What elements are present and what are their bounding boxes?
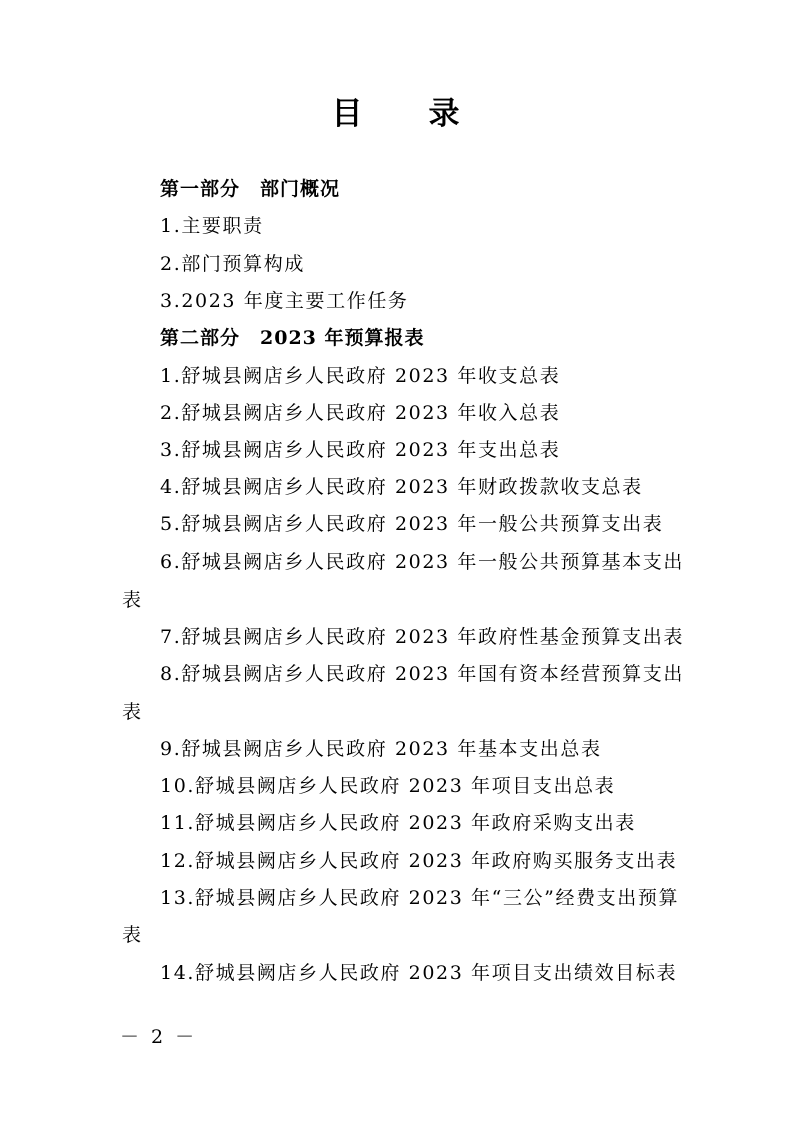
toc-item: 8.舒城县阙店乡人民政府 2023 年国有资本经营预算支出: [160, 663, 684, 685]
toc-item: 3.舒城县阙店乡人民政府 2023 年支出总表: [160, 439, 561, 461]
toc-item: 10.舒城县阙店乡人民政府 2023 年项目支出总表: [160, 775, 616, 797]
page-title: [0, 88, 793, 133]
title-char-1: 目: [331, 96, 365, 132]
toc-item: 2.部门预算构成: [160, 253, 305, 275]
toc-item: 3.2023 年度主要工作任务: [160, 290, 409, 312]
toc-item: 6.舒城县阙店乡人民政府 2023 年一般公共预算基本支出: [160, 551, 684, 573]
title-char-2: 录: [428, 96, 462, 132]
toc-item: 5.舒城县阙店乡人民政府 2023 年一般公共预算支出表: [160, 513, 664, 535]
toc-item: 12.舒城县阙店乡人民政府 2023 年政府购买服务支出表: [160, 850, 678, 872]
toc-item: 13.舒城县阙店乡人民政府 2023 年“三公”经费支出预算: [160, 887, 680, 909]
section-heading-part1: 第一部分 部门概况: [160, 178, 341, 200]
toc-item-wrap: 表: [122, 701, 142, 723]
toc-item: 1.主要职责: [160, 215, 264, 237]
toc-item: 9.舒城县阙店乡人民政府 2023 年基本支出总表: [160, 738, 602, 760]
toc-item: 7.舒城县阙店乡人民政府 2023 年政府性基金预算支出表: [160, 626, 684, 648]
page-number: － 2 －: [120, 1026, 198, 1048]
toc-item: 11.舒城县阙店乡人民政府 2023 年政府采购支出表: [160, 812, 636, 834]
section-heading-part2: 第二部分 2023 年预算报表: [160, 327, 425, 349]
toc-item: 4.舒城县阙店乡人民政府 2023 年财政拨款收支总表: [160, 476, 643, 498]
toc-item: 14.舒城县阙店乡人民政府 2023 年项目支出绩效目标表: [160, 962, 678, 984]
toc-item-wrap: 表: [122, 924, 142, 946]
toc-item-wrap: 表: [122, 589, 142, 611]
toc-item: 2.舒城县阙店乡人民政府 2023 年收入总表: [160, 402, 561, 424]
toc-item: 1.舒城县阙店乡人民政府 2023 年收支总表: [160, 365, 561, 387]
